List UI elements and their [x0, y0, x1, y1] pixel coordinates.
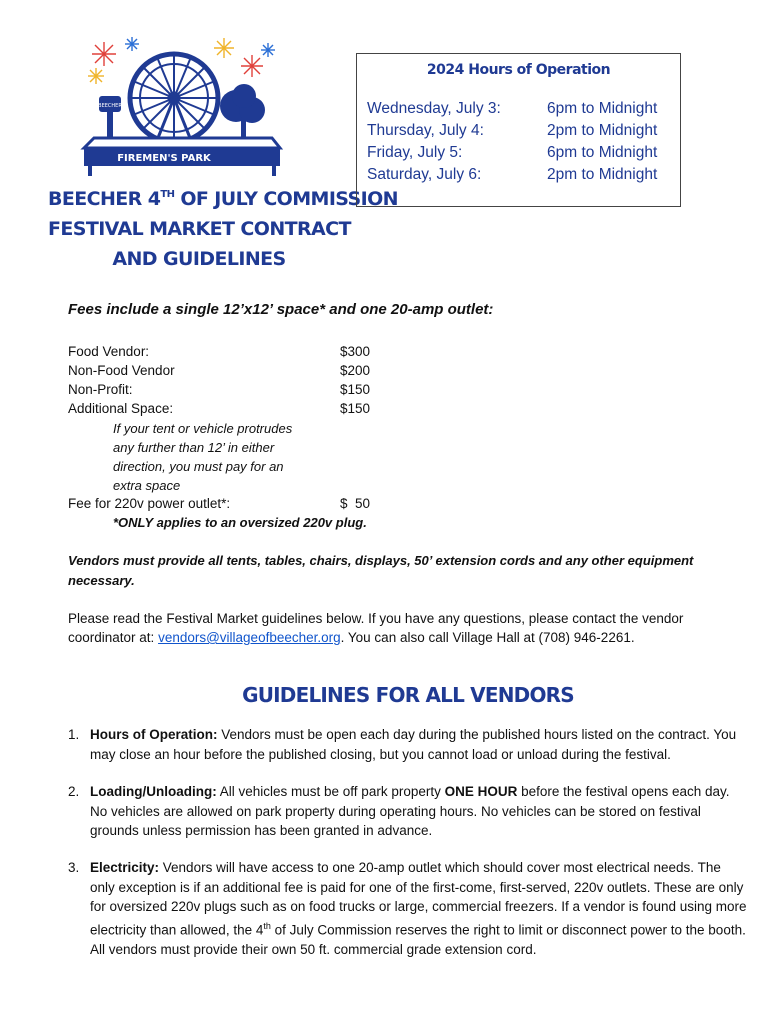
fee-label: Additional Space: [68, 401, 174, 416]
title-line-2: FESTIVAL MARKET CONTRACT [48, 218, 351, 240]
fee-amount: $300 [340, 344, 371, 359]
beecher-firemens-park-logo [74, 36, 286, 182]
fee-amount: $150 [340, 401, 371, 416]
fee-label: Non-Food Vendor [68, 363, 175, 378]
document-title [48, 180, 398, 274]
power-fee-label: Fee for 220v power outlet*: [68, 496, 231, 511]
hours-of-operation-box [356, 53, 681, 207]
park-pavilion-icon [84, 138, 280, 176]
guidelines-heading: GUIDELINES FOR ALL VENDORS [242, 683, 574, 707]
guideline-item: 2. Loading/Unloading: All vehicles must be off park property ONE HOUR before the festival opens each day. No vehicles are allowed on park property during operating hours. No vehicles can be stored on festival grounds unless permission has been granted in advance. [68, 784, 730, 838]
ferris-wheel-icon [130, 54, 218, 148]
park-sign-text: FIREMEN'S PARK [117, 153, 211, 164]
fee-amount: $150 [340, 382, 371, 397]
vendor-email-link[interactable]: vendors@villageofbeecher.org [158, 630, 341, 645]
hours-row: Thursday, July 4: 2pm to Midnight [367, 122, 658, 139]
guideline-item: 1. Hours of Operation: Vendors must be open each day during the published hours listed on the contract. You may close an hour before the published closing, but you cannot load or unload during the festival. [68, 727, 737, 762]
hours-title: 2024 Hours of Operation [426, 62, 611, 78]
tree-icon [220, 84, 265, 144]
power-fee-amount: $ 50 [340, 496, 371, 511]
power-fee-note: *ONLY applies to an oversized 220v plug. [113, 515, 367, 530]
hours-row: Saturday, July 6: 2pm to Midnight [367, 166, 658, 183]
svg-text:BEECHER: BEECHER [98, 103, 122, 109]
fee-amount: $200 [340, 363, 371, 378]
fee-label: Non-Profit: [68, 382, 133, 397]
fee-label: Food Vendor: [68, 344, 150, 359]
title-line-3: AND GUIDELINES [112, 248, 286, 270]
vendors-equipment-note: Vendors must provide all tents, tables, chairs, displays, 50’ extension cords and any other equipment necessary. [68, 553, 694, 588]
title-line-1: BEECHER 4TH OF JULY COMMISSION [48, 188, 398, 210]
hours-row: Friday, July 5: 6pm to Midnight [367, 144, 658, 161]
fireworks-icon [88, 37, 275, 84]
hours-row: Wednesday, July 3: 6pm to Midnight [367, 100, 658, 117]
fees-heading: Fees include a single 12’x12’ space* and one 20-amp outlet: [68, 301, 494, 318]
additional-space-note: If your tent or vehicle protrudes any further than 12’ in either direction, you must pay for an extra space [113, 421, 293, 493]
guideline-item: 3. Electricity: Vendors will have access to one 20-amp outlet which should cover most electrical needs. The only exception is if an additional fee is paid for one of the first-come, first-served, 220v outlets. These are only for oversized 220v plugs such as on food trucks or large, commercial freezers. If a vendor is found using more electricity than allowed, the 4th of July Commission reserves the right to limit or disconnect power to the booth. All vendors must provide their own 50 ft. commercial grade extension cord. [68, 860, 747, 957]
contact-paragraph: Please read the Festival Market guidelines below. If you have any questions, please contact the vendor coordinator at: vendors@villageofbeecher.org. You can also call Village Hall at (708) 946-2261. [68, 611, 684, 645]
